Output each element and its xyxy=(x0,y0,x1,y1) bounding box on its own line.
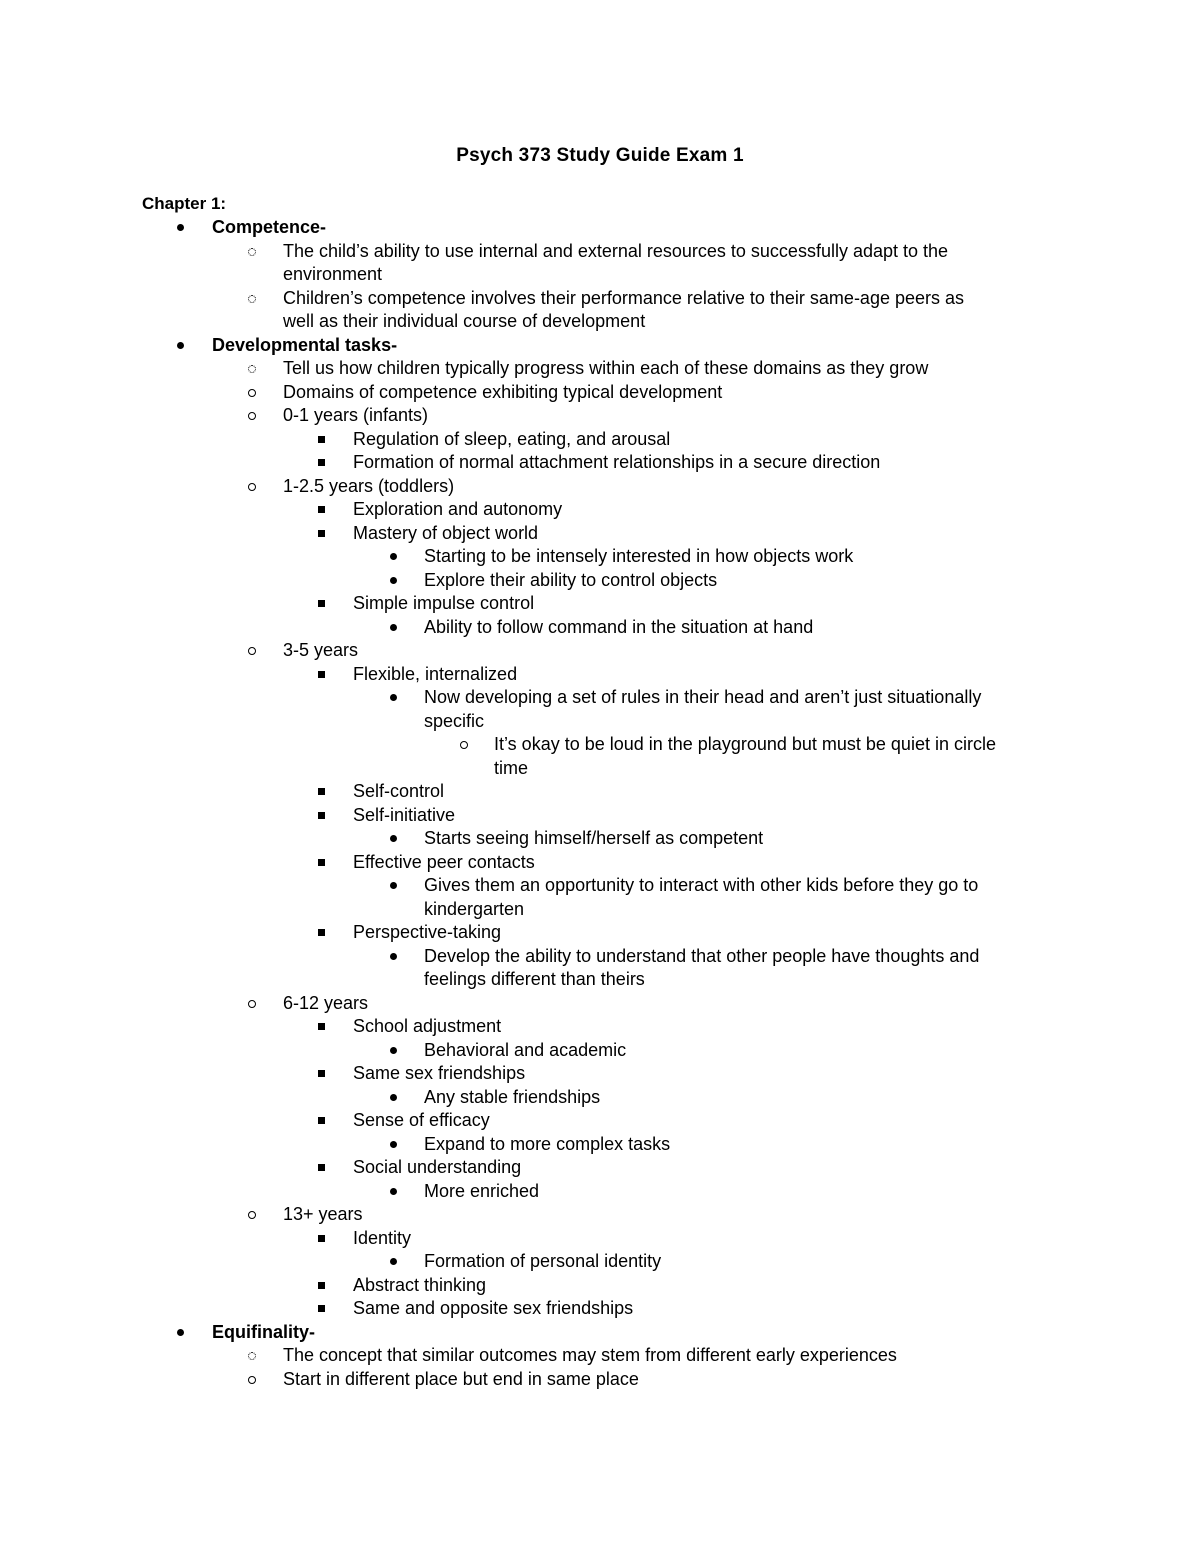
square-bullet-icon xyxy=(318,1164,325,1171)
hollow-circle-bullet-icon xyxy=(248,412,256,420)
hollow-circle-bullet-icon xyxy=(248,1376,256,1384)
outline-item-level-2: 13+ years xyxy=(283,1204,363,1224)
outline-item-level-4: Starts seeing himself/herself as competent xyxy=(424,828,764,848)
filled-circle-bullet-icon xyxy=(390,953,397,960)
outline-item-level-4: Any stable friendships xyxy=(424,1086,601,1107)
square-bullet-icon xyxy=(318,859,325,866)
outline-item-level-2: Start in different place but end in same place xyxy=(283,1368,639,1389)
outline-item-level-2: 3-5 years xyxy=(283,640,359,660)
outline-item-level-3: Flexible, internalized xyxy=(353,663,518,684)
square-bullet-icon xyxy=(318,1305,325,1312)
outline-item-level-3: Same and opposite sex friendships xyxy=(353,1298,634,1318)
filled-circle-bullet-icon xyxy=(390,882,397,889)
outline-item-level-4: Expand to more complex tasks xyxy=(424,1133,671,1154)
outline-item-level-3: Self-control xyxy=(353,781,445,801)
outline-item-level-4: Starting to be intensely interested in how objects work xyxy=(424,546,854,566)
outline-item-level-3: Identity xyxy=(353,1227,412,1248)
outline-item-level-2: Tell us how children typically progress within each of these domains as they grow xyxy=(283,358,929,378)
outline-item-level-4: More enriched xyxy=(424,1180,540,1201)
chapter-heading: Chapter 1: xyxy=(142,194,227,213)
outline-item-level-2: environment xyxy=(283,264,383,284)
outline-item-level-2: Domains of competence exhibiting typical development xyxy=(283,381,723,402)
hollow-circle-bullet-icon xyxy=(248,1352,256,1360)
hollow-circle-bullet-icon xyxy=(248,483,256,491)
outline-item-level-4: Gives them an opportunity to interact with other kids before they go to xyxy=(424,875,979,895)
outline-item-level-3: Self-initiative xyxy=(353,804,456,825)
square-bullet-icon xyxy=(318,671,325,678)
outline-item-level-3: Exploration and autonomy xyxy=(353,499,563,519)
filled-circle-bullet-icon xyxy=(390,1141,397,1148)
outline-item-level-2: 0-1 years (infants) xyxy=(283,405,429,425)
outline-item-level-3: Perspective-taking xyxy=(353,922,502,942)
filled-circle-bullet-icon xyxy=(177,342,184,349)
outline-item-level-3: Simple impulse control xyxy=(353,593,535,613)
outline-item-level-4: Ability to follow command in the situation at hand xyxy=(424,616,814,637)
hollow-circle-bullet-icon xyxy=(248,365,256,373)
square-bullet-icon xyxy=(318,812,325,819)
outline-item-level-2: The child’s ability to use internal and external resources to successfully adapt to the xyxy=(283,240,949,261)
square-bullet-icon xyxy=(318,1282,325,1289)
outline-item-level-5: It’s okay to be loud in the playground but must be quiet in circle xyxy=(494,734,996,754)
filled-circle-bullet-icon xyxy=(390,1188,397,1195)
outline-item-level-3: Effective peer contacts xyxy=(353,851,535,872)
outline-item-level-3: Sense of efficacy xyxy=(353,1110,490,1130)
square-bullet-icon xyxy=(318,506,325,513)
outline-item-level-4: Formation of personal identity xyxy=(424,1251,662,1271)
square-bullet-icon xyxy=(318,436,325,443)
outline-item-level-2: 1-2.5 years (toddlers) xyxy=(283,475,455,496)
hollow-circle-bullet-icon xyxy=(248,295,256,303)
filled-circle-bullet-icon xyxy=(177,1329,184,1336)
outline-item-level-5: time xyxy=(494,757,529,778)
outline-item-level-1: Developmental tasks- xyxy=(212,334,398,355)
outline-item-level-3: Regulation of sleep, eating, and arousal xyxy=(353,428,671,449)
outline-item-level-4: specific xyxy=(424,710,485,731)
filled-circle-bullet-icon xyxy=(390,835,397,842)
outline-item-level-2: Children’s competence involves their performance relative to their same-age peers as xyxy=(283,287,965,308)
outline-item-level-3: Social understanding xyxy=(353,1157,522,1177)
document-title: Psych 373 Study Guide Exam 1 xyxy=(456,145,744,166)
outline-item-level-4: kindergarten xyxy=(424,898,525,919)
outline-item-level-3: Abstract thinking xyxy=(353,1274,487,1295)
outline-item-level-2: The concept that similar outcomes may stem from different early experiences xyxy=(283,1345,897,1365)
outline-item-level-1: Equifinality- xyxy=(212,1321,315,1342)
outline-item-level-3: Formation of normal attachment relationships in a secure direction xyxy=(353,452,881,472)
square-bullet-icon xyxy=(318,929,325,936)
filled-circle-bullet-icon xyxy=(390,624,397,631)
outline-item-level-4: Explore their ability to control objects xyxy=(424,569,718,590)
outline-item-level-1: Competence- xyxy=(212,217,327,237)
hollow-circle-bullet-icon xyxy=(248,647,256,655)
filled-circle-bullet-icon xyxy=(390,1047,397,1054)
square-bullet-icon xyxy=(318,788,325,795)
hollow-circle-bullet-icon xyxy=(460,741,468,749)
square-bullet-icon xyxy=(318,1023,325,1030)
hollow-circle-bullet-icon xyxy=(248,248,256,256)
outline-item-level-3: Mastery of object world xyxy=(353,522,539,543)
hollow-circle-bullet-icon xyxy=(248,1000,256,1008)
hollow-circle-bullet-icon xyxy=(248,389,256,397)
square-bullet-icon xyxy=(318,530,325,537)
square-bullet-icon xyxy=(318,1117,325,1124)
filled-circle-bullet-icon xyxy=(390,577,397,584)
hollow-circle-bullet-icon xyxy=(248,1211,256,1219)
outline-item-level-4: Behavioral and academic xyxy=(424,1039,627,1060)
outline-item-level-2: 6-12 years xyxy=(283,992,369,1013)
square-bullet-icon xyxy=(318,459,325,466)
filled-circle-bullet-icon xyxy=(390,1094,397,1101)
outline-item-level-4: feelings different than theirs xyxy=(424,969,645,989)
outline-item-level-2: well as their individual course of development xyxy=(283,311,646,331)
square-bullet-icon xyxy=(318,600,325,607)
filled-circle-bullet-icon xyxy=(390,1258,397,1265)
filled-circle-bullet-icon xyxy=(390,694,397,701)
outline-item-level-3: School adjustment xyxy=(353,1016,502,1036)
outline-item-level-4: Now developing a set of rules in their head and aren’t just situationally xyxy=(424,687,982,707)
square-bullet-icon xyxy=(318,1235,325,1242)
square-bullet-icon xyxy=(318,1070,325,1077)
outline-item-level-4: Develop the ability to understand that other people have thoughts and xyxy=(424,945,980,966)
filled-circle-bullet-icon xyxy=(390,553,397,560)
filled-circle-bullet-icon xyxy=(177,224,184,231)
outline-item-level-3: Same sex friendships xyxy=(353,1063,526,1083)
